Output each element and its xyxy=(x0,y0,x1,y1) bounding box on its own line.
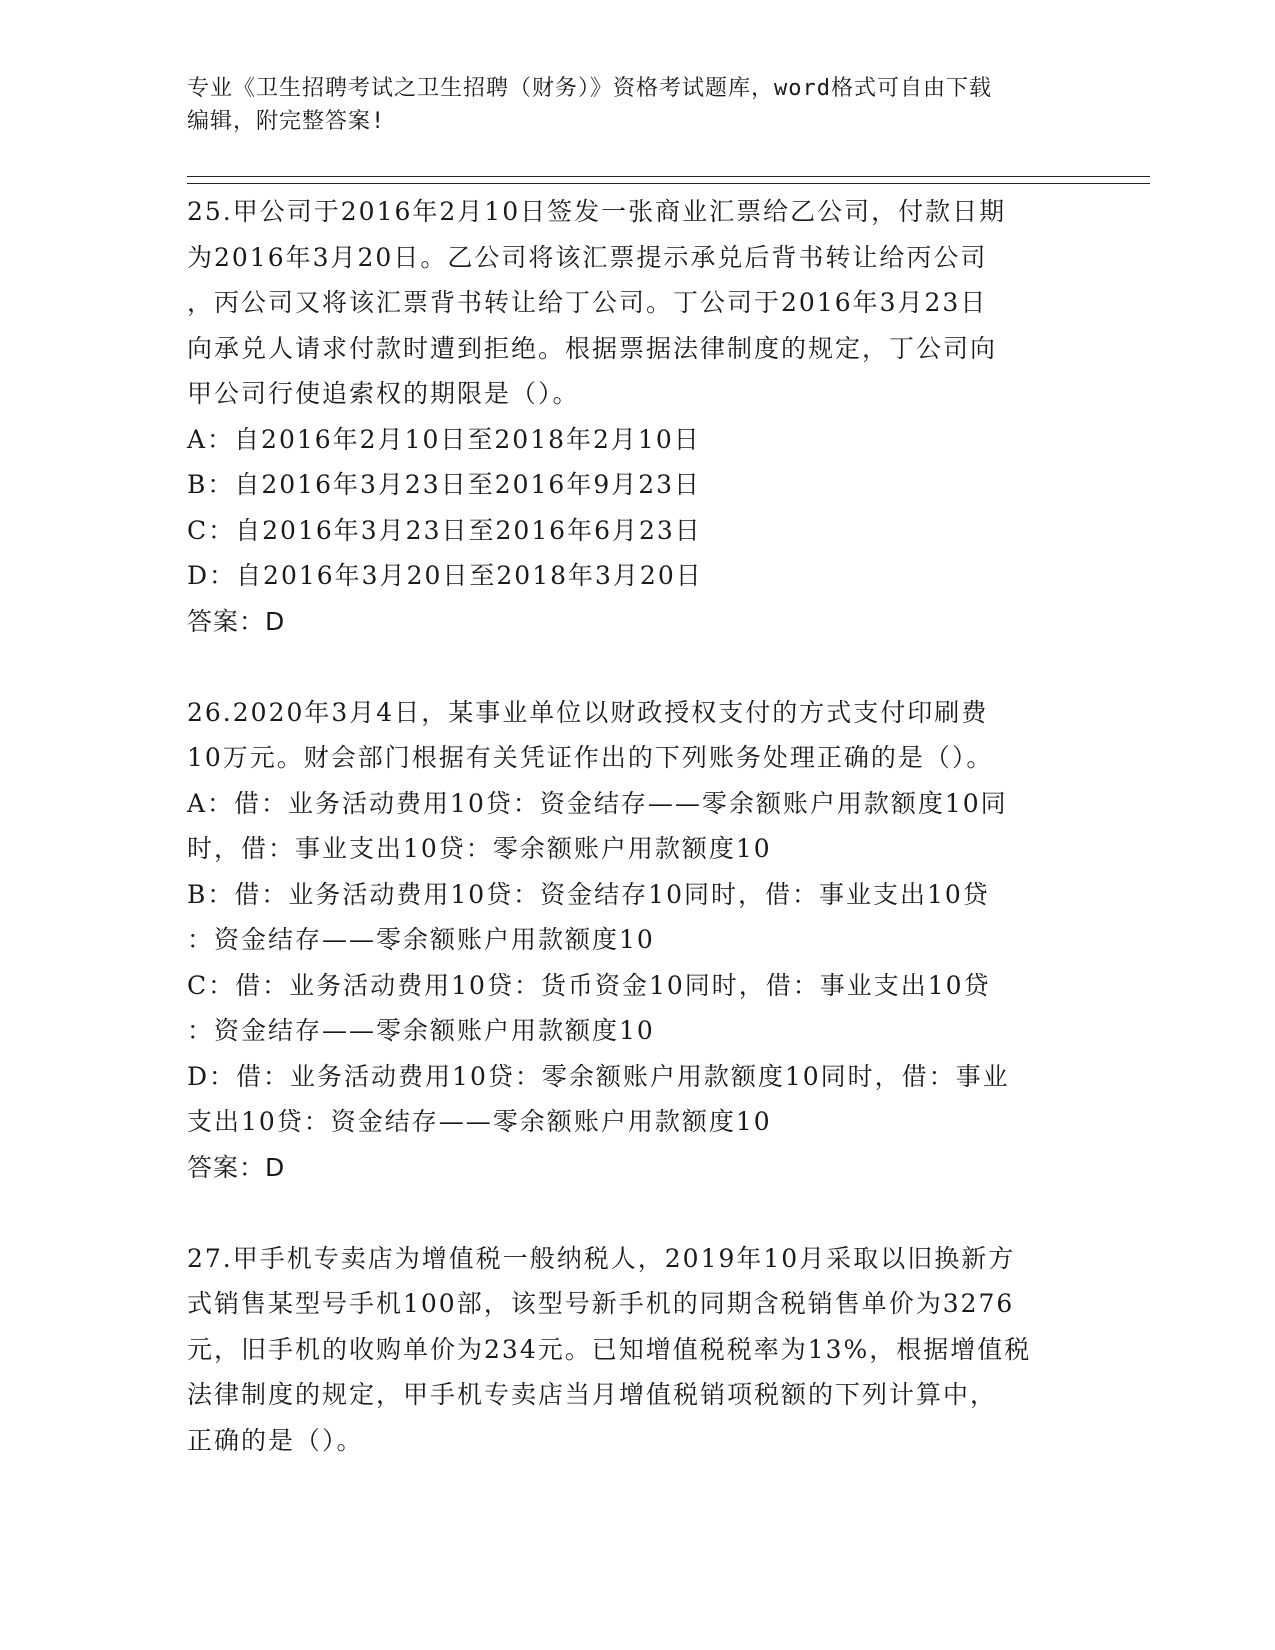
question-stem-line: 10万元。财会部门根据有关凭证作出的下列账务处理正确的是（）。 xyxy=(187,743,994,772)
question-stem-line: 27.甲手机专卖店为增值税一般纳税人，2019年10月采取以旧换新方 xyxy=(187,1243,1016,1273)
question-26 xyxy=(187,690,1067,1191)
question-stem-line: 式销售某型号手机100部，该型号新手机的同期含税销售单价为3276 xyxy=(187,1289,1015,1318)
questions-body xyxy=(187,189,1067,1463)
header-divider-top xyxy=(187,176,1150,177)
option-d: D：借：业务活动费用10贷：零余额账户用款额度10同时，借：事业 xyxy=(187,1061,1010,1091)
option-b: B：借：业务活动费用10贷：资金结存10同时，借：事业支出10贷 xyxy=(187,879,990,909)
option-a: A：借：业务活动费用10贷：资金结存——零余额账户用款额度10同 xyxy=(187,788,1008,818)
answer-label: 答案：D xyxy=(187,606,286,636)
option-d-continued: 支出10贷：资金结存——零余额账户用款额度10 xyxy=(187,1107,772,1136)
option-c: C：借：业务活动费用10贷：货币资金10同时，借：事业支出10贷 xyxy=(187,970,991,1000)
question-stem-line: 26.2020年3月4日，某事业单位以财政授权支付的方式支付印刷费 xyxy=(187,697,989,727)
question-27 xyxy=(187,1236,1067,1464)
option-b-continued: ：资金结存——零余额账户用款额度10 xyxy=(187,925,655,954)
option-a-continued: 时，借：事业支出10贷：零余额账户用款额度10 xyxy=(187,834,772,863)
question-stem-line: 法律制度的规定，甲手机专卖店当月增值税销项税额的下列计算中， xyxy=(187,1380,998,1409)
header-line: 编辑，附完整答案! xyxy=(187,109,386,134)
option-a: A：自2016年2月10日至2018年2月10日 xyxy=(187,424,701,454)
header-divider-bottom xyxy=(187,183,1150,184)
question-stem-line: 为2016年3月20日。乙公司将该汇票提示承兑后背书转让给丙公司 xyxy=(187,242,988,272)
question-stem-line: 25.甲公司于2016年2月10日签发一张商业汇票给乙公司，付款日期 xyxy=(187,197,1007,226)
question-25 xyxy=(187,189,1067,644)
option-d: D：自2016年3月20日至2018年3月20日 xyxy=(187,561,703,590)
question-stem-line: 元，旧手机的收购单价为234元。已知增值税税率为13%，根据增值税 xyxy=(187,1334,1032,1364)
option-b: B：自2016年3月23日至2016年9月23日 xyxy=(187,470,702,499)
question-spacer xyxy=(187,644,1067,690)
question-spacer xyxy=(187,1190,1067,1236)
question-stem-line: 向承兑人请求付款时遭到拒绝。根据票据法律制度的规定，丁公司向 xyxy=(187,333,998,363)
document-header xyxy=(187,72,1067,138)
question-stem-line: ，丙公司又将该汇票背书转让给丁公司。丁公司于2016年3月23日 xyxy=(187,288,988,317)
answer-label: 答案：D xyxy=(187,1152,286,1182)
header-line: 专业《卫生招聘考试之卫生招聘（财务）》资格考试题库，word格式可自由下载 xyxy=(187,76,992,101)
question-stem-line: 甲公司行使追索权的期限是（）。 xyxy=(187,379,580,408)
option-c: C：自2016年3月23日至2016年6月23日 xyxy=(187,515,702,545)
option-c-continued: ：资金结存——零余额账户用款额度10 xyxy=(187,1016,655,1045)
question-stem-line: 正确的是（）。 xyxy=(187,1425,364,1455)
